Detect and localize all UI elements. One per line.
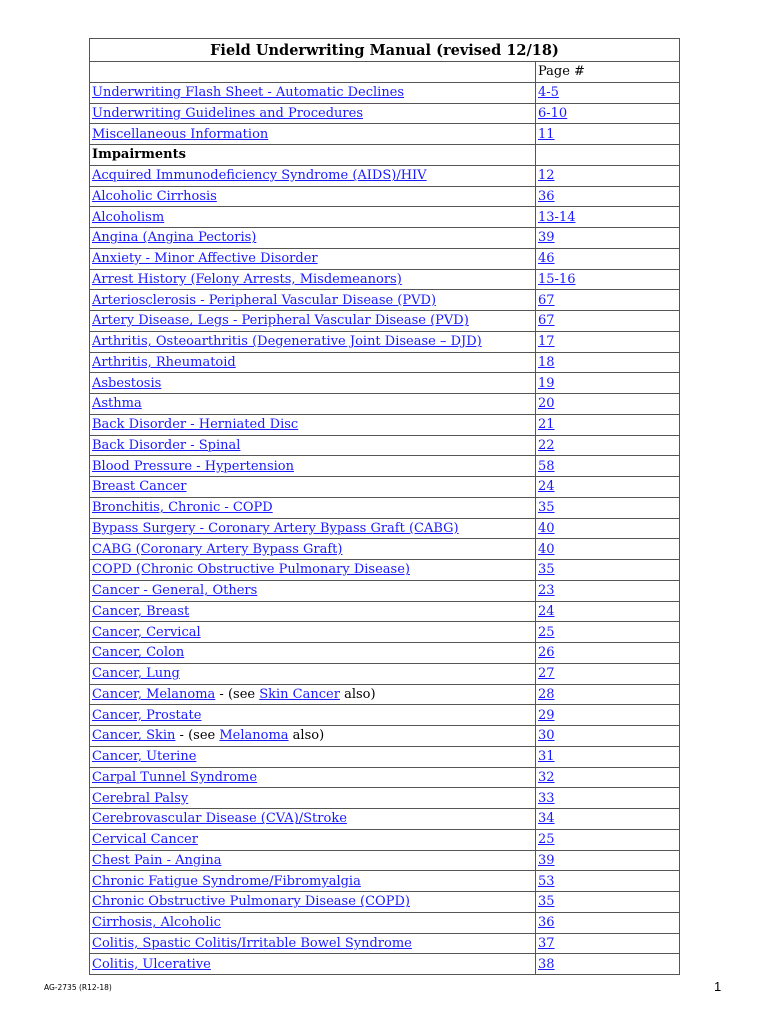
page-cell — [536, 290, 680, 311]
topic-link[interactable]: Underwriting Flash Sheet - Automatic Declines — [92, 85, 405, 101]
page-link[interactable]: 24 — [538, 479, 555, 495]
page-link[interactable]: 30 — [538, 728, 555, 744]
topic-cell — [90, 331, 536, 352]
topic-link[interactable]: Colitis, Ulcerative — [92, 956, 211, 972]
see-also-prefix: - (see — [215, 686, 260, 702]
page-link[interactable]: 38 — [538, 956, 555, 972]
topic-link[interactable]: Anxiety - Minor Affective Disorder — [92, 251, 318, 267]
page-link[interactable]: 29 — [538, 707, 555, 723]
table-row — [90, 394, 680, 415]
table-row — [90, 560, 680, 581]
page-cell — [536, 373, 680, 394]
table-row — [90, 829, 680, 850]
table-row — [90, 290, 680, 311]
page-link[interactable]: 18 — [538, 354, 555, 370]
topic-link[interactable]: Cancer, Lung — [92, 666, 180, 682]
topic-cell — [90, 414, 536, 435]
page-cell — [536, 414, 680, 435]
page-cell — [536, 809, 680, 830]
table-row — [90, 248, 680, 269]
topic-link[interactable]: Asbestosis — [92, 375, 162, 391]
topic-link[interactable]: Bronchitis, Chronic - COPD — [92, 500, 273, 516]
table-row — [90, 580, 680, 601]
page-link[interactable]: 20 — [538, 396, 555, 412]
table-row — [90, 477, 680, 498]
table-row — [90, 767, 680, 788]
page-link[interactable]: 25 — [538, 832, 555, 848]
page-link[interactable]: 23 — [538, 583, 555, 599]
page-link[interactable]: 34 — [538, 811, 555, 827]
see-also-suffix: also) — [288, 728, 325, 744]
page-cell — [536, 788, 680, 809]
topic-cell — [90, 435, 536, 456]
topic-cell — [90, 850, 536, 871]
table-row — [90, 103, 680, 124]
table-row — [90, 165, 680, 186]
topic-link[interactable]: Cancer - General, Others — [92, 583, 258, 599]
page-link[interactable]: 32 — [538, 769, 555, 785]
topic-link[interactable]: Breast Cancer — [92, 479, 187, 495]
topic-cell — [90, 456, 536, 477]
section-header-row — [90, 145, 680, 166]
page-link[interactable]: 37 — [538, 935, 555, 951]
page-cell — [536, 331, 680, 352]
page-cell — [536, 892, 680, 913]
topic-cell — [90, 663, 536, 684]
page-link[interactable]: 40 — [538, 541, 555, 557]
page-cell — [536, 394, 680, 415]
topic-cell — [90, 539, 536, 560]
page-cell — [536, 103, 680, 124]
topic-link[interactable]: Blood Pressure - Hypertension — [92, 458, 294, 474]
topic-cell — [90, 497, 536, 518]
topic-cell — [90, 103, 536, 124]
table-row — [90, 663, 680, 684]
table-row — [90, 82, 680, 103]
page-link[interactable]: 46 — [538, 251, 555, 267]
topic-link[interactable]: Cervical Cancer — [92, 832, 198, 848]
table-row — [90, 331, 680, 352]
table-row — [90, 746, 680, 767]
page-link[interactable]: 33 — [538, 790, 555, 806]
table-row — [90, 352, 680, 373]
table-row — [90, 539, 680, 560]
page-cell — [536, 871, 680, 892]
topic-cell — [90, 892, 536, 913]
topic-link[interactable]: Acquired Immunodeficiency Syndrome (AIDS)/HIV — [92, 168, 427, 184]
page-cell — [536, 186, 680, 207]
page-cell — [536, 518, 680, 539]
topic-cell — [90, 726, 536, 747]
topic-cell — [90, 82, 536, 103]
page-cell — [536, 456, 680, 477]
table-row — [90, 726, 680, 747]
topic-link[interactable]: CABG (Coronary Artery Bypass Graft) — [92, 541, 343, 557]
page-cell — [536, 311, 680, 332]
table-row — [90, 622, 680, 643]
topic-link[interactable]: Cancer, Skin — [92, 728, 176, 744]
table-row — [90, 850, 680, 871]
header-blank-cell — [90, 62, 536, 83]
page-cell — [536, 435, 680, 456]
page-cell — [536, 850, 680, 871]
topic-link[interactable]: Cancer, Breast — [92, 603, 190, 619]
topic-cell — [90, 373, 536, 394]
topic-cell — [90, 829, 536, 850]
table-row — [90, 435, 680, 456]
topic-cell — [90, 580, 536, 601]
page-link[interactable]: 35 — [538, 562, 555, 578]
topic-link[interactable]: Bypass Surgery - Coronary Artery Bypass Graft (CABG) — [92, 520, 459, 536]
table-row — [90, 954, 680, 975]
topic-cell — [90, 684, 536, 705]
page-cell — [536, 643, 680, 664]
table-row — [90, 456, 680, 477]
page-cell — [536, 497, 680, 518]
table-row — [90, 311, 680, 332]
page-link[interactable]: 15-16 — [538, 271, 576, 287]
topic-cell — [90, 165, 536, 186]
topic-link[interactable]: Artery Disease, Legs - Peripheral Vascular Disease (PVD) — [92, 313, 469, 329]
see-also-prefix: - (see — [175, 728, 220, 744]
topic-link[interactable]: Cerebral Palsy — [92, 790, 189, 806]
topic-link[interactable]: Arthritis, Rheumatoid — [92, 354, 236, 370]
page-cell — [536, 124, 680, 145]
topic-cell — [90, 186, 536, 207]
page-column-header: Page # — [536, 62, 680, 83]
topic-cell — [90, 290, 536, 311]
topic-cell — [90, 871, 536, 892]
page-link[interactable]: 4-5 — [538, 85, 559, 101]
page-cell — [536, 933, 680, 954]
topic-link[interactable]: Back Disorder - Spinal — [92, 437, 241, 453]
page-link[interactable]: 25 — [538, 624, 555, 640]
topic-link[interactable]: Back Disorder - Herniated Disc — [92, 417, 299, 433]
page-cell — [536, 705, 680, 726]
topic-cell — [90, 622, 536, 643]
page-link[interactable]: 67 — [538, 292, 555, 308]
page-link[interactable]: 39 — [538, 852, 555, 868]
topic-link[interactable]: Chest Pain - Angina — [92, 852, 222, 868]
page-link[interactable]: 6-10 — [538, 105, 568, 121]
page-cell — [536, 601, 680, 622]
page-cell — [536, 622, 680, 643]
header-row — [90, 62, 680, 83]
table-row — [90, 269, 680, 290]
page-cell — [536, 477, 680, 498]
table-row — [90, 684, 680, 705]
table-row — [90, 809, 680, 830]
page-cell — [536, 145, 680, 166]
page-link[interactable]: 40 — [538, 520, 555, 536]
topic-link[interactable]: Cancer, Colon — [92, 645, 185, 661]
topic-link[interactable]: Carpal Tunnel Syndrome — [92, 769, 258, 785]
page-cell — [536, 726, 680, 747]
table-row — [90, 228, 680, 249]
topic-cell — [90, 954, 536, 975]
page-cell — [536, 560, 680, 581]
page-link[interactable]: 53 — [538, 873, 555, 889]
table-row — [90, 643, 680, 664]
topic-cell — [90, 643, 536, 664]
table-row — [90, 518, 680, 539]
topic-cell — [90, 912, 536, 933]
table-row — [90, 497, 680, 518]
topic-link[interactable]: COPD (Chronic Obstructive Pulmonary Disease) — [92, 562, 410, 578]
table-row — [90, 124, 680, 145]
topic-cell — [90, 394, 536, 415]
page-cell — [536, 829, 680, 850]
topic-cell — [90, 311, 536, 332]
page-cell — [536, 684, 680, 705]
page-link[interactable]: 36 — [538, 188, 555, 204]
topic-link[interactable]: Cancer, Uterine — [92, 749, 197, 765]
page-link[interactable]: 36 — [538, 915, 555, 931]
topic-cell — [90, 228, 536, 249]
topic-link[interactable]: Cirrhosis, Alcoholic — [92, 915, 221, 931]
page-link[interactable]: 26 — [538, 645, 555, 661]
page-cell — [536, 746, 680, 767]
see-also-link[interactable]: Melanoma — [219, 728, 289, 744]
topic-cell — [90, 124, 536, 145]
table-row — [90, 705, 680, 726]
page-cell — [536, 82, 680, 103]
page-link[interactable]: 28 — [538, 686, 555, 702]
page-link[interactable]: 19 — [538, 375, 555, 391]
topic-cell — [90, 477, 536, 498]
topic-cell — [90, 145, 536, 166]
page-cell — [536, 352, 680, 373]
page-cell — [536, 912, 680, 933]
table-row — [90, 912, 680, 933]
page-link[interactable]: 27 — [538, 666, 555, 682]
page-link[interactable]: 58 — [538, 458, 555, 474]
form-code: AG-2735 (R12-18) — [44, 983, 112, 992]
topic-cell — [90, 518, 536, 539]
topic-cell — [90, 933, 536, 954]
table-row — [90, 933, 680, 954]
topic-link[interactable]: Arteriosclerosis - Peripheral Vascular Disease (PVD) — [92, 292, 437, 308]
topic-link[interactable]: Angina (Angina Pectoris) — [92, 230, 257, 246]
topic-link[interactable]: Alcoholism — [92, 209, 165, 225]
topic-cell — [90, 788, 536, 809]
page-link[interactable]: 13-14 — [538, 209, 576, 225]
topic-link[interactable]: Underwriting Guidelines and Procedures — [92, 105, 363, 121]
table-row — [90, 207, 680, 228]
topic-cell — [90, 269, 536, 290]
see-also-suffix: also) — [339, 686, 376, 702]
see-also-link[interactable]: Skin Cancer — [259, 686, 340, 702]
document-title: Field Underwriting Manual (revised 12/18) — [90, 39, 680, 62]
page-link[interactable]: 35 — [538, 894, 555, 910]
table-row — [90, 601, 680, 622]
table-row — [90, 871, 680, 892]
topic-cell — [90, 352, 536, 373]
topic-link[interactable]: Chronic Obstructive Pulmonary Disease (COPD) — [92, 894, 410, 910]
topic-cell — [90, 705, 536, 726]
page-cell — [536, 539, 680, 560]
table-row — [90, 414, 680, 435]
table-row — [90, 892, 680, 913]
page-link[interactable]: 35 — [538, 500, 555, 516]
topic-cell — [90, 767, 536, 788]
topic-cell — [90, 601, 536, 622]
page-cell — [536, 767, 680, 788]
page-link[interactable]: 31 — [538, 749, 555, 765]
page-link[interactable]: 12 — [538, 168, 555, 184]
topic-cell — [90, 746, 536, 767]
topic-link[interactable]: Cancer, Cervical — [92, 624, 201, 640]
topic-cell — [90, 248, 536, 269]
page-link[interactable]: 11 — [538, 126, 555, 142]
page-number: 1 — [714, 979, 722, 994]
topic-cell — [90, 207, 536, 228]
page-link[interactable]: 24 — [538, 603, 555, 619]
topic-link[interactable]: Cancer, Melanoma — [92, 686, 216, 702]
page-cell — [536, 580, 680, 601]
manual-index-table — [89, 38, 680, 975]
table-row — [90, 186, 680, 207]
topic-link[interactable]: Arthritis, Osteoarthritis (Degenerative Joint Disease – DJD) — [92, 334, 482, 350]
topic-link[interactable]: Chronic Fatigue Syndrome/Fibromyalgia — [92, 873, 361, 889]
topic-link[interactable]: Asthma — [92, 396, 142, 412]
topic-cell — [90, 560, 536, 581]
page-link[interactable]: 22 — [538, 437, 555, 453]
table-row — [90, 788, 680, 809]
title-row — [90, 39, 680, 62]
topic-link[interactable]: Miscellaneous Information — [92, 126, 269, 142]
topic-link[interactable]: Arrest History (Felony Arrests, Misdemeanors) — [92, 271, 402, 287]
page-link[interactable]: 39 — [538, 230, 555, 246]
table-row — [90, 373, 680, 394]
page-cell — [536, 269, 680, 290]
page-cell — [536, 165, 680, 186]
topic-link[interactable]: Colitis, Spastic Colitis/Irritable Bowel Syndrome — [92, 935, 412, 951]
section-heading: Impairments — [92, 147, 186, 163]
page-cell — [536, 663, 680, 684]
page-link[interactable]: 17 — [538, 334, 555, 350]
page-link[interactable]: 21 — [538, 417, 555, 433]
page-cell — [536, 228, 680, 249]
page-cell — [536, 248, 680, 269]
topic-link[interactable]: Cancer, Prostate — [92, 707, 202, 723]
page-cell — [536, 954, 680, 975]
page-cell — [536, 207, 680, 228]
topic-link[interactable]: Alcoholic Cirrhosis — [92, 188, 217, 204]
topic-link[interactable]: Cerebrovascular Disease (CVA)/Stroke — [92, 811, 347, 827]
topic-cell — [90, 809, 536, 830]
page-link[interactable]: 67 — [538, 313, 555, 329]
